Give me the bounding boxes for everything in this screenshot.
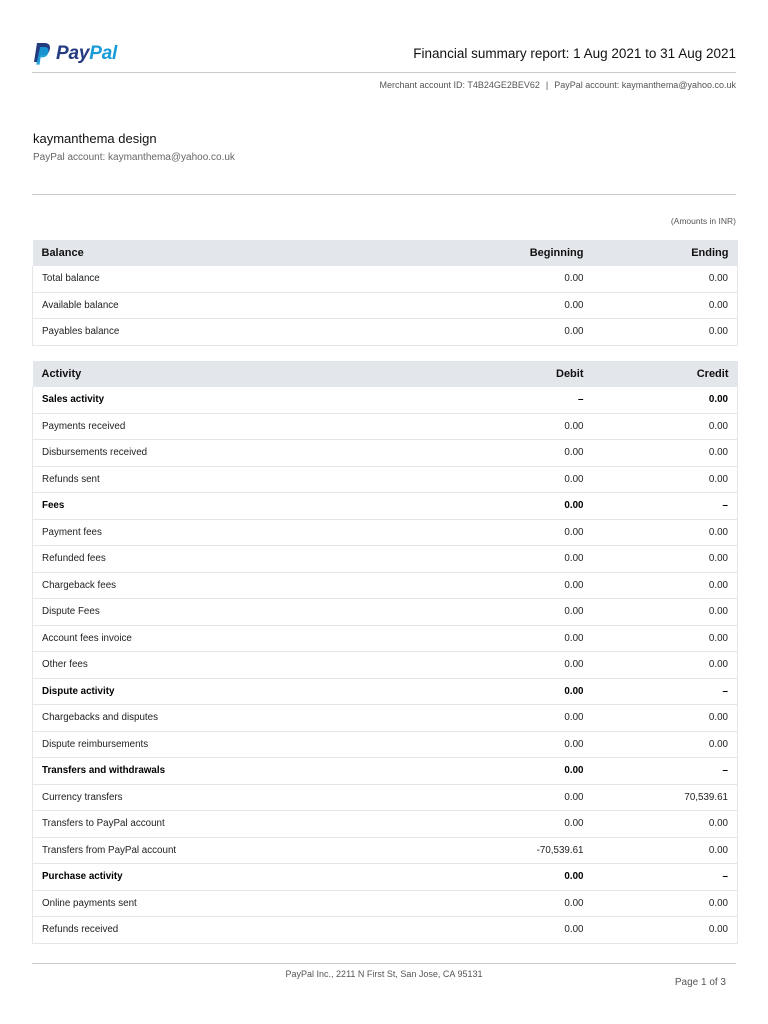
activity-cell-credit: – bbox=[593, 758, 738, 785]
activity-cell-credit: 0.00 bbox=[593, 705, 738, 732]
activity-row bbox=[33, 625, 738, 652]
activity-cell-credit: 0.00 bbox=[593, 652, 738, 679]
balance-cell-label: Total balance bbox=[33, 266, 450, 292]
balance-row bbox=[33, 319, 738, 346]
activity-row bbox=[33, 572, 738, 599]
activity-cell-label: Payments received bbox=[33, 413, 450, 440]
activity-cell-label: Other fees bbox=[33, 652, 450, 679]
beginning-column-header: Beginning bbox=[450, 240, 593, 266]
activity-cell-label: Currency transfers bbox=[33, 784, 450, 811]
activity-cell-debit: 0.00 bbox=[450, 625, 593, 652]
activity-row bbox=[33, 811, 738, 838]
activity-column-header: Activity bbox=[33, 361, 450, 387]
activity-cell-credit: – bbox=[593, 864, 738, 891]
activity-cell-credit: 0.00 bbox=[593, 917, 738, 944]
business-account: PayPal account: kaymanthema@yahoo.co.uk bbox=[33, 152, 235, 163]
activity-row bbox=[33, 917, 738, 944]
balance-column-header: Balance bbox=[33, 240, 450, 266]
activity-cell-debit: – bbox=[450, 387, 593, 413]
footer-divider bbox=[32, 963, 736, 964]
activity-group-row bbox=[33, 493, 738, 520]
balance-cell-ending: 0.00 bbox=[593, 292, 738, 319]
debit-column-header: Debit bbox=[450, 361, 593, 387]
paypal-logo bbox=[32, 42, 117, 66]
activity-row bbox=[33, 413, 738, 440]
activity-cell-credit: 0.00 bbox=[593, 546, 738, 573]
activity-cell-debit: 0.00 bbox=[450, 811, 593, 838]
activity-cell-label: Account fees invoice bbox=[33, 625, 450, 652]
activity-cell-debit: 0.00 bbox=[450, 678, 593, 705]
activity-cell-credit: – bbox=[593, 678, 738, 705]
activity-cell-debit: 0.00 bbox=[450, 599, 593, 626]
activity-cell-label: Sales activity bbox=[33, 387, 450, 413]
activity-cell-label: Refunded fees bbox=[33, 546, 450, 573]
activity-cell-credit: 0.00 bbox=[593, 837, 738, 864]
business-name: kaymanthema design bbox=[33, 131, 157, 146]
activity-row bbox=[33, 731, 738, 758]
activity-row bbox=[33, 837, 738, 864]
activity-cell-debit: 0.00 bbox=[450, 519, 593, 546]
activity-group-row bbox=[33, 678, 738, 705]
activity-row bbox=[33, 519, 738, 546]
activity-cell-credit: 0.00 bbox=[593, 466, 738, 493]
activity-row bbox=[33, 890, 738, 917]
activity-row bbox=[33, 546, 738, 573]
header-divider bbox=[32, 72, 736, 73]
activity-rows bbox=[33, 387, 738, 943]
activity-cell-label: Dispute reimbursements bbox=[33, 731, 450, 758]
merchant-info bbox=[379, 80, 736, 90]
activity-row bbox=[33, 784, 738, 811]
activity-cell-label: Purchase activity bbox=[33, 864, 450, 891]
balance-row bbox=[33, 266, 738, 292]
activity-cell-debit: 0.00 bbox=[450, 864, 593, 891]
activity-cell-debit: 0.00 bbox=[450, 546, 593, 573]
activity-group-row bbox=[33, 387, 738, 413]
activity-group-row bbox=[33, 758, 738, 785]
balance-cell-ending: 0.00 bbox=[593, 319, 738, 346]
ending-column-header: Ending bbox=[593, 240, 738, 266]
activity-cell-label: Dispute Fees bbox=[33, 599, 450, 626]
activity-cell-debit: 0.00 bbox=[450, 890, 593, 917]
activity-cell-label: Transfers and withdrawals bbox=[33, 758, 450, 785]
paypal-logo-icon bbox=[32, 42, 52, 66]
activity-cell-credit: – bbox=[593, 493, 738, 520]
footer-address: PayPal Inc., 2211 N First St, San Jose, CA 95131 bbox=[285, 969, 483, 979]
activity-cell-credit: 0.00 bbox=[593, 890, 738, 917]
activity-cell-credit: 0.00 bbox=[593, 440, 738, 467]
activity-table bbox=[32, 361, 738, 944]
merchant-paypal-account: PayPal account: kaymanthema@yahoo.co.uk bbox=[554, 80, 736, 90]
activity-cell-credit: 0.00 bbox=[593, 625, 738, 652]
activity-cell-label: Payment fees bbox=[33, 519, 450, 546]
activity-row bbox=[33, 466, 738, 493]
activity-cell-label: Dispute activity bbox=[33, 678, 450, 705]
balance-rows bbox=[33, 266, 738, 345]
activity-group-row bbox=[33, 864, 738, 891]
activity-cell-debit: -70,539.61 bbox=[450, 837, 593, 864]
activity-cell-label: Refunds received bbox=[33, 917, 450, 944]
activity-cell-credit: 0.00 bbox=[593, 572, 738, 599]
activity-cell-label: Transfers from PayPal account bbox=[33, 837, 450, 864]
amounts-currency-note: (Amounts in INR) bbox=[670, 216, 736, 226]
activity-row bbox=[33, 599, 738, 626]
activity-cell-label: Online payments sent bbox=[33, 890, 450, 917]
balance-cell-beginning: 0.00 bbox=[450, 266, 593, 292]
balance-table bbox=[32, 240, 738, 346]
merchant-separator: | bbox=[545, 80, 549, 90]
section-divider bbox=[32, 194, 736, 195]
activity-cell-credit: 0.00 bbox=[593, 599, 738, 626]
activity-cell-debit: 0.00 bbox=[450, 440, 593, 467]
brand-wordmark: PayPal bbox=[56, 43, 118, 64]
activity-cell-debit: 0.00 bbox=[450, 652, 593, 679]
credit-column-header: Credit bbox=[593, 361, 738, 387]
balance-header-row bbox=[33, 240, 738, 266]
activity-header-row bbox=[33, 361, 738, 387]
activity-cell-credit: 0.00 bbox=[593, 811, 738, 838]
balance-cell-beginning: 0.00 bbox=[450, 319, 593, 346]
activity-row bbox=[33, 440, 738, 467]
activity-cell-label: Fees bbox=[33, 493, 450, 520]
activity-cell-debit: 0.00 bbox=[450, 917, 593, 944]
activity-row bbox=[33, 705, 738, 732]
report-header bbox=[32, 40, 736, 66]
balance-cell-label: Payables balance bbox=[33, 319, 450, 346]
activity-cell-credit: 0.00 bbox=[593, 519, 738, 546]
report-title: Financial summary report: 1 Aug 2021 to 31 Aug 2021 bbox=[413, 46, 736, 61]
balance-cell-label: Available balance bbox=[33, 292, 450, 319]
activity-cell-debit: 0.00 bbox=[450, 758, 593, 785]
activity-cell-debit: 0.00 bbox=[450, 572, 593, 599]
balance-row bbox=[33, 292, 738, 319]
activity-cell-debit: 0.00 bbox=[450, 731, 593, 758]
activity-cell-debit: 0.00 bbox=[450, 413, 593, 440]
activity-cell-label: Chargebacks and disputes bbox=[33, 705, 450, 732]
balance-cell-ending: 0.00 bbox=[593, 266, 738, 292]
activity-cell-debit: 0.00 bbox=[450, 705, 593, 732]
activity-cell-credit: 0.00 bbox=[593, 731, 738, 758]
activity-row bbox=[33, 652, 738, 679]
balance-cell-beginning: 0.00 bbox=[450, 292, 593, 319]
activity-cell-debit: 0.00 bbox=[450, 784, 593, 811]
activity-cell-credit: 70,539.61 bbox=[593, 784, 738, 811]
activity-cell-label: Transfers to PayPal account bbox=[33, 811, 450, 838]
activity-cell-label: Disbursements received bbox=[33, 440, 450, 467]
activity-cell-label: Chargeback fees bbox=[33, 572, 450, 599]
activity-cell-credit: 0.00 bbox=[593, 413, 738, 440]
activity-cell-debit: 0.00 bbox=[450, 493, 593, 520]
merchant-account-id: Merchant account ID: T4B24GE2BEV62 bbox=[379, 80, 540, 90]
activity-cell-label: Refunds sent bbox=[33, 466, 450, 493]
activity-cell-debit: 0.00 bbox=[450, 466, 593, 493]
page-number: Page 1 of 3 bbox=[674, 977, 726, 988]
activity-cell-credit: 0.00 bbox=[593, 387, 738, 413]
